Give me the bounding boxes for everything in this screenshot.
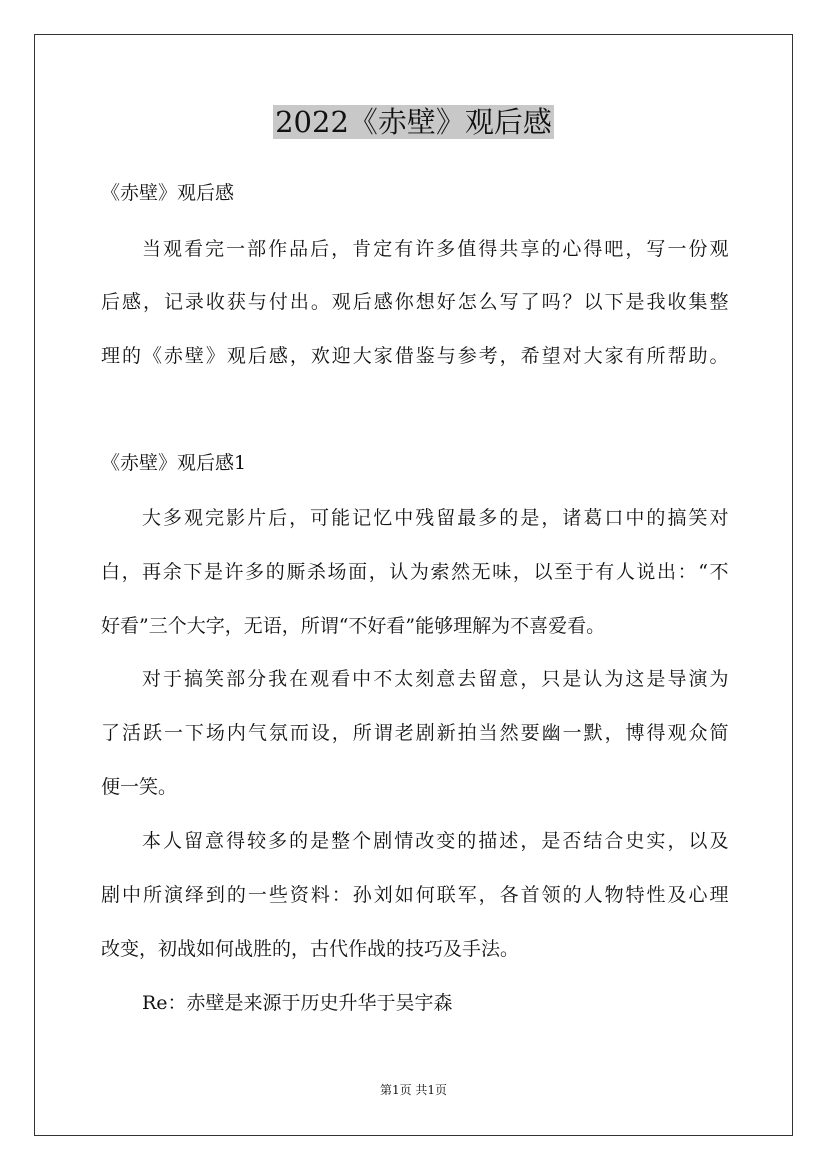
paragraph-1-line-2: 白，再余下是许多的厮杀场面，认为索然无味，以至于有人说出：“不 bbox=[101, 561, 729, 583]
paragraph-3-line-2: 剧中所演绎到的一些资料：孙刘如何联军，各首领的人物特性及心理 bbox=[101, 884, 729, 906]
paragraph-1-line-1: 大多观完影片后，可能记忆中残留最多的是，诸葛口中的搞笑对 bbox=[142, 507, 729, 529]
paragraph-3-line-3: 改变，初战如何战胜的，古代作战的技巧及手法。 bbox=[101, 938, 520, 960]
paragraph-1-line-3: 好看”三个大字，无语，所谓“不好看”能够理解为不喜爱看。 bbox=[101, 615, 606, 637]
section-heading-1: 《赤壁》观后感1 bbox=[101, 452, 247, 474]
intro-paragraph-line-3: 理的《赤壁》观后感，欢迎大家借鉴与参考，希望对大家有所帮助。 bbox=[101, 345, 729, 367]
document-title-text: 2022《赤壁》观后感 bbox=[275, 105, 552, 139]
intro-heading: 《赤壁》观后感 bbox=[101, 182, 235, 204]
document-title bbox=[0, 101, 827, 143]
intro-paragraph-line-1: 当观看完一部作品后，肯定有许多值得共享的心得吧，写一份观 bbox=[142, 238, 729, 260]
paragraph-4-line-1: Re：赤壁是来源于历史升华于吴宇森 bbox=[142, 992, 453, 1014]
intro-paragraph-line-2: 后感，记录收获与付出。观后感你想好怎么写了吗？以下是我收集整 bbox=[101, 291, 729, 313]
paragraph-2-line-3: 便一笑。 bbox=[101, 776, 178, 798]
page-footer: 第1页 共1页 bbox=[379, 1083, 448, 1097]
paragraph-3-line-1: 本人留意得较多的是整个剧情改变的描述，是否结合史实，以及 bbox=[142, 830, 729, 852]
paragraph-2-line-1: 对于搞笑部分我在观看中不太刻意去留意，只是认为这是导演为 bbox=[142, 668, 729, 690]
paragraph-2-line-2: 了活跃一下场内气氛而设，所谓老剧新拍当然要幽一默，博得观众简 bbox=[101, 722, 729, 744]
